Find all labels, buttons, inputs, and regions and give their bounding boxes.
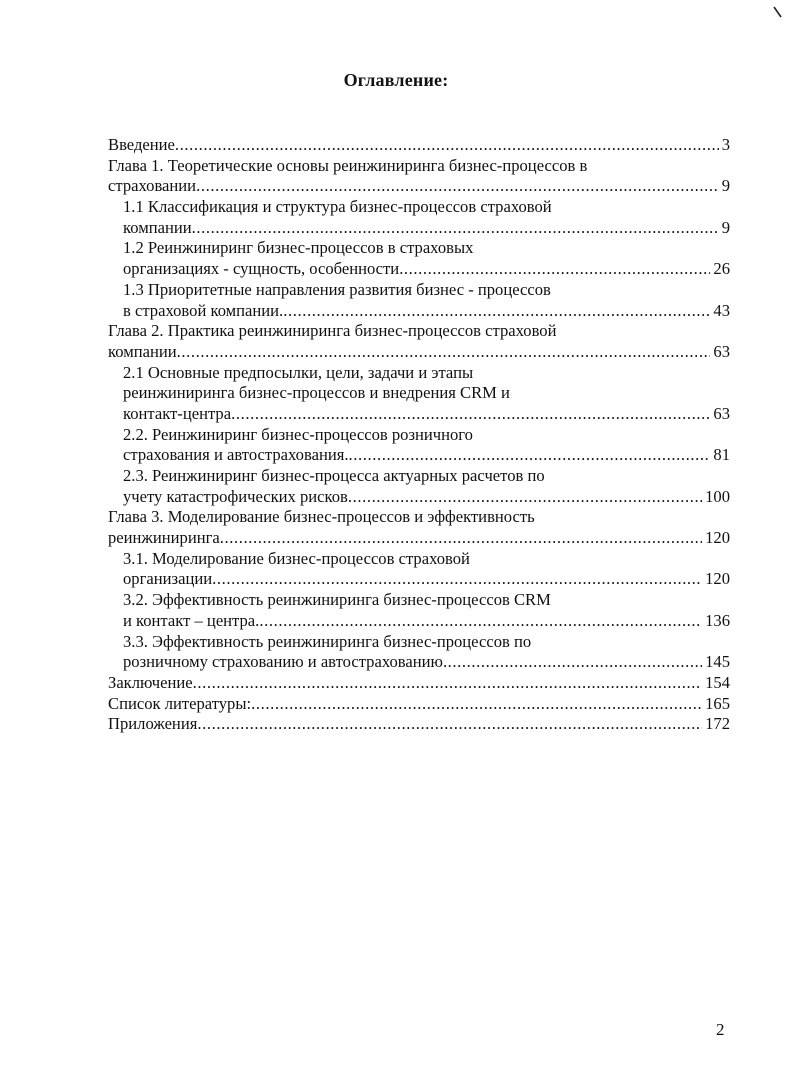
toc-entry-section-3-2[interactable] [108, 590, 730, 611]
toc-entry-text: Глава 3. Моделирование бизнес-процессов и эффективность [108, 507, 535, 527]
toc-entry-chapter-1-cont[interactable] [108, 176, 730, 197]
toc-entry-text: компании [123, 217, 192, 237]
toc-entry-section-2-1-end[interactable] [108, 404, 730, 425]
toc-entry-page: 9 [721, 176, 730, 196]
toc-entry-page: 172 [705, 714, 730, 734]
toc-entry-section-1-2[interactable] [108, 238, 730, 259]
toc-entry-text: страхования и автострахования. [123, 445, 349, 465]
toc-entry-intro[interactable] [108, 135, 730, 156]
toc-entry-text: Заключение [108, 672, 193, 692]
toc-entry-text: 2.1 Основные предпосылки, цели, задачи и этапы [123, 362, 474, 382]
toc-entry-text: организациях - сущность, особенности [123, 259, 400, 279]
toc-entry-chapter-2-cont[interactable] [108, 342, 730, 363]
toc-entry-text: страховании [108, 176, 197, 196]
toc-entry-page: 43 [713, 300, 730, 320]
toc-entry-page: 3 [721, 135, 730, 154]
toc-entry-page: 100 [705, 486, 730, 506]
toc-entry-section-3-2-cont[interactable] [108, 611, 730, 632]
toc-entry-text: компании [108, 341, 177, 361]
toc-entry-page: 63 [713, 403, 730, 423]
toc-entry-text: и контакт – центра. [123, 610, 260, 630]
toc-entry-page: 81 [713, 445, 730, 465]
toc-entry-text: 3.1. Моделирование бизнес-процессов страховой [123, 548, 470, 568]
scan-mark-icon [772, 6, 784, 18]
toc-entry-text: 1.1 Классификация и структура бизнес-процессов страховой [123, 197, 552, 217]
toc-entry-section-2-2[interactable] [108, 425, 730, 446]
toc-entry-section-3-1[interactable] [108, 549, 730, 570]
toc-entry-text: организации [123, 569, 213, 589]
toc-entry-section-2-3[interactable] [108, 466, 730, 487]
page-number: 2 [716, 1020, 725, 1039]
toc-entry-chapter-3-cont[interactable] [108, 528, 730, 549]
toc-entry-text: Введение [108, 135, 175, 154]
toc-entry-section-1-3-cont[interactable] [108, 301, 730, 322]
toc-entry-references[interactable] [108, 694, 730, 715]
toc-entry-section-2-3-cont[interactable] [108, 487, 730, 508]
toc-entry-page: 63 [713, 341, 730, 361]
toc-entry-text: реинжиниринга [108, 528, 220, 548]
toc-entry-text: 3.2. Эффективность реинжиниринга бизнес-процессов CRM [123, 590, 551, 610]
toc-entry-text: розничному страхованию и автострахованию [123, 652, 443, 672]
toc-entry-text: 1.3 Приоритетные направления развития бизнес - процессов [123, 279, 551, 299]
toc-entry-text: 1.2 Реинжиниринг бизнес-процессов в страховых [123, 238, 474, 258]
toc-entry-text: Глава 1. Теоретические основы реинжиниринга бизнес-процессов в [108, 155, 588, 175]
toc-entry-text: Глава 2. Практика реинжиниринга бизнес-процессов страховой [108, 321, 557, 341]
toc-entry-text: Список литературы: [108, 693, 252, 713]
toc-entry-page: 120 [705, 569, 730, 589]
toc-entry-section-3-1-cont[interactable] [108, 569, 730, 590]
toc-entry-page: 154 [705, 672, 730, 692]
toc-entry-page: 145 [705, 652, 730, 672]
toc-entry-section-1-1-cont[interactable] [108, 218, 730, 239]
toc-entry-text: реинжиниринга бизнес-процессов и внедрения CRM и [123, 383, 510, 403]
toc-entry-text: Приложения [108, 714, 198, 734]
toc-entry-page: 26 [713, 259, 730, 279]
toc-entry-page: 136 [705, 610, 730, 630]
toc-entry-section-1-2-cont[interactable] [108, 259, 730, 280]
toc-entry-section-2-1[interactable] [108, 363, 730, 384]
toc-entry-section-3-3-cont[interactable] [108, 652, 730, 673]
toc-entry-text: контакт-центра [123, 403, 232, 423]
toc-entry-page: 120 [705, 528, 730, 548]
toc-entry-section-3-3[interactable] [108, 632, 730, 653]
toc-entry-text: 3.3. Эффективность реинжиниринга бизнес-процессов по [123, 631, 532, 651]
table-of-contents [108, 135, 730, 735]
toc-entry-chapter-3[interactable] [108, 507, 730, 528]
page-title: Оглавление: [343, 70, 449, 90]
toc-entry-text: учету катастрофических рисков [123, 486, 348, 506]
toc-entry-section-2-1-cont[interactable] [108, 383, 730, 404]
toc-entry-section-1-1[interactable] [108, 197, 730, 218]
toc-entry-appendices[interactable] [108, 714, 730, 735]
toc-entry-text: в страховой компании. [123, 300, 284, 320]
toc-entry-section-2-2-cont[interactable] [108, 445, 730, 466]
toc-entry-chapter-2[interactable] [108, 321, 730, 342]
toc-entry-section-1-3[interactable] [108, 280, 730, 301]
toc-entry-page: 165 [705, 693, 730, 713]
toc-entry-text: 2.3. Реинжиниринг бизнес-процесса актуарных расчетов по [123, 466, 545, 485]
toc-entry-chapter-1[interactable] [108, 156, 730, 177]
toc-entry-conclusion[interactable] [108, 673, 730, 694]
toc-entry-page: 9 [721, 217, 730, 237]
toc-entry-text: 2.2. Реинжиниринг бизнес-процессов розничного [123, 424, 473, 444]
